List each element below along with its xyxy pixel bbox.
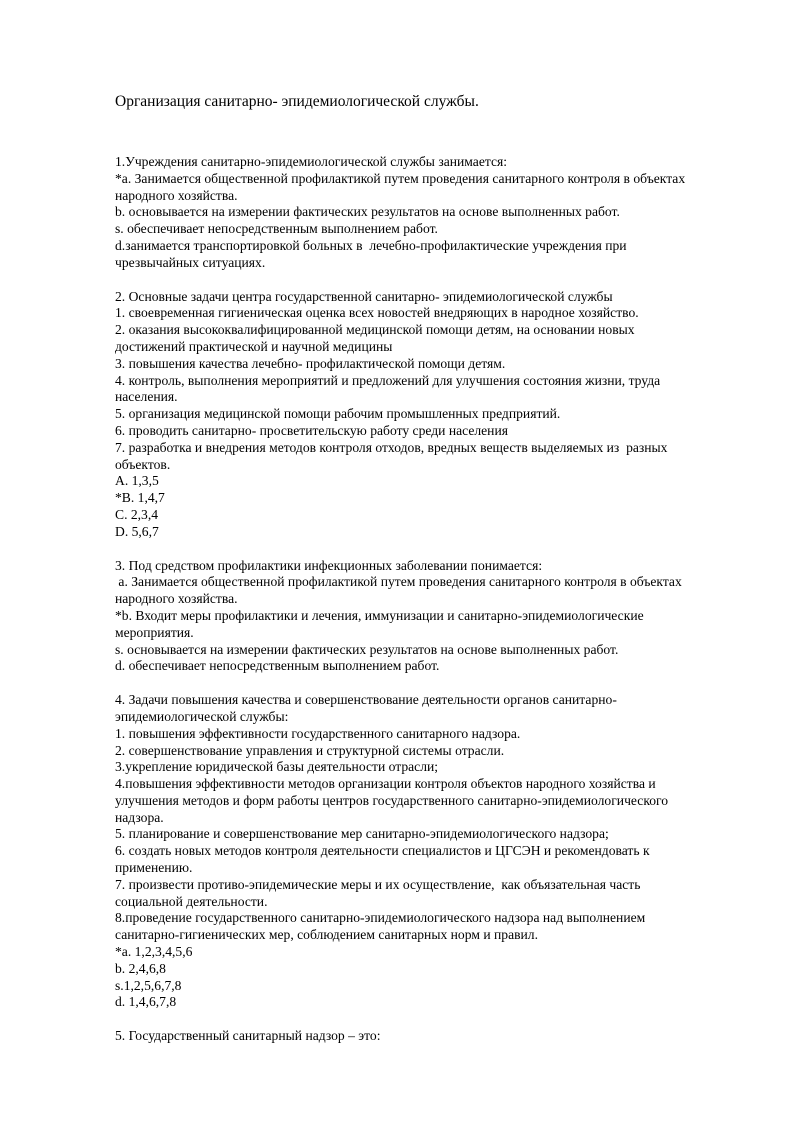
list-item-continuation: улучшения методов и форм работы центров государственного санитарно-эпидемиологического (115, 792, 669, 808)
list-item: 2. совершенствование управления и структурной системы отрасли. (115, 742, 505, 758)
answer-option: C. 2,3,4 (115, 506, 159, 522)
question-3 (115, 558, 745, 676)
answer-option: d. 1,4,6,7,8 (115, 994, 177, 1010)
answer-option: s. основывается на измерении фактических результатов на основе выполненных работ. (115, 641, 619, 657)
answer-option: *b. Входит меры профилактики и лечения, иммунизации и санитарно-эпидемиологические (115, 607, 644, 623)
list-item: 1. своевременная гигиеническая оценка всех новостей внедряющих в народное хозяйство. (115, 305, 639, 321)
answer-option: d. обеспечивает непосредственным выполнением работ. (115, 658, 440, 674)
answer-option: s.1,2,5,6,7,8 (115, 977, 182, 993)
question-text: 3. Под средством профилактики инфекционных заболевании понимается: (115, 557, 543, 573)
list-item: 8.проведение государственного санитарно-эпидемиологического надзора над выполнением (115, 910, 646, 926)
answer-option: s. обеспечивает непосредственным выполнением работ. (115, 221, 438, 237)
list-item-continuation: применению. (115, 860, 193, 876)
list-item: 3. повышения качества лечебно- профилактической помощи детям. (115, 355, 506, 371)
answer-option: A. 1,3,5 (115, 473, 159, 489)
answer-option: D. 5,6,7 (115, 523, 159, 539)
document-title: Организация санитарно- эпидемиологической службы. (115, 93, 479, 110)
question-1 (115, 154, 745, 272)
document-body (115, 92, 745, 1062)
list-item: 5. организация медицинской помощи рабочим промышленных предприятий. (115, 406, 561, 422)
list-item-continuation: объектов. (115, 456, 171, 472)
list-item: 7. разработка и внедрения методов контроля отходов, вредных веществ выделяемых из разных (115, 439, 668, 455)
list-item: 3.укрепление юридической базы деятельности отрасли; (115, 759, 439, 775)
answer-option-continuation: чрезвычайных ситуациях. (115, 254, 266, 270)
answer-option: a. Занимается общественной профилактикой путем проведения санитарного контроля в объектах (115, 574, 682, 590)
question-text-continuation: эпидемиологической службы: (115, 708, 289, 724)
answer-option: d.занимается транспортировкой больных в лечебно-профилактические учреждения при (115, 237, 627, 253)
answer-option-continuation: народного хозяйства. (115, 187, 238, 203)
answer-option-continuation: мероприятия. (115, 624, 194, 640)
list-item: 6. проводить санитарно- просветительскую работу среди населения (115, 422, 508, 438)
list-item: 4.повышения эффективности методов организации контроля объектов народного хозяйства и (115, 776, 656, 792)
list-item: 1. повышения эффективности государственного санитарного надзора. (115, 725, 521, 741)
answer-option: *B. 1,4,7 (115, 490, 165, 506)
answer-option: *a. Занимается общественной профилактикой путем проведения санитарного контроля в объектах (115, 170, 686, 186)
list-item-continuation: санитарно-гигиенических мер, соблюдением санитарных норм и правил. (115, 927, 538, 943)
list-item: 7. произвести противо-эпидемические меры и их осуществление, как объязательная часть (115, 876, 641, 892)
list-item-continuation: населения. (115, 389, 178, 405)
answer-option-continuation: народного хозяйства. (115, 591, 238, 607)
list-item-continuation: достижений практической и научной медицины (115, 338, 393, 354)
question-4 (115, 692, 745, 1011)
question-text: 5. Государственный санитарный надзор – это: (115, 1028, 381, 1044)
question-text: 2. Основные задачи центра государственной санитарно- эпидемиологической службы (115, 288, 613, 304)
question-text: 4. Задачи повышения качества и совершенствование деятельности органов санитарно- (115, 692, 617, 708)
list-item: 2. оказания высококвалифицированной медицинской помощи детям, на основании новых (115, 322, 635, 338)
question-2 (115, 289, 745, 541)
list-item: 4. контроль, выполнения мероприятий и предложений для улучшения состояния жизни, труда (115, 372, 661, 388)
answer-option: *a. 1,2,3,4,5,6 (115, 944, 193, 960)
list-item-continuation: надзора. (115, 809, 164, 825)
list-item: 5. планирование и совершенствование мер санитарно-эпидемиологического надзора; (115, 826, 609, 842)
question-5 (115, 1028, 745, 1045)
question-text: 1.Учреждения санитарно-эпидемиологической службы занимается: (115, 154, 508, 169)
answer-option: b. 2,4,6,8 (115, 960, 166, 976)
answer-option: b. основывается на измерении фактических результатов на основе выполненных работ. (115, 204, 620, 220)
list-item: 6. создать новых методов контроля деятельности специалистов и ЦГСЭН и рекомендовать к (115, 843, 650, 859)
list-item-continuation: социальной деятельности. (115, 893, 268, 909)
